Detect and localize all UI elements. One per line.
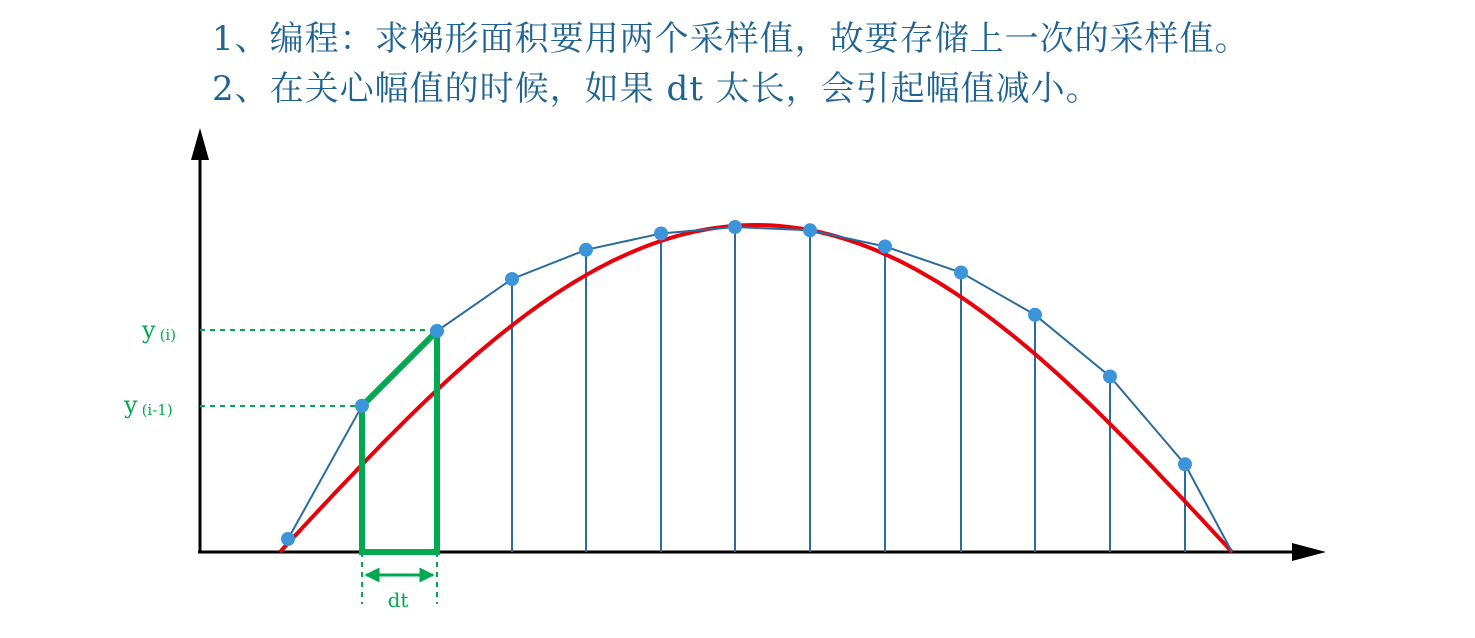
sample-points (281, 220, 1192, 546)
sample-point (1028, 308, 1042, 322)
signal-curve (280, 225, 1232, 552)
note-line-1: 1、编程：求梯形面积要用两个采样值，故要存储上一次的采样值。 (212, 19, 1250, 59)
sample-point (1178, 457, 1192, 471)
sample-point (1103, 370, 1117, 384)
y-prev-label (123, 391, 173, 419)
sample-point (803, 223, 817, 237)
sample-point (954, 266, 968, 280)
note-line-2: 2、在关心幅值的时候，如果 dt 太长，会引起幅值减小。 (212, 69, 1101, 109)
highlight-trapezoid (362, 331, 437, 552)
sample-lines (512, 227, 1185, 552)
sample-point (430, 324, 444, 338)
y-i-label-base: y (142, 316, 156, 344)
sample-point (654, 227, 668, 241)
sample-point (878, 240, 892, 254)
sample-point (355, 399, 369, 413)
y-prev-label-subscript: (i-1) (141, 401, 173, 419)
y-i-label (141, 316, 176, 344)
sample-point (505, 272, 519, 286)
sample-point (579, 243, 593, 257)
x-axis-arrowhead (1292, 543, 1326, 561)
y-i-label-subscript: (i) (159, 326, 177, 344)
sample-polyline (288, 227, 1232, 552)
dt-label: dt (387, 588, 409, 612)
y-prev-label-base: y (124, 391, 138, 419)
y-axis-arrowhead (191, 128, 209, 160)
sample-point (728, 220, 742, 234)
sample-point (281, 532, 295, 546)
